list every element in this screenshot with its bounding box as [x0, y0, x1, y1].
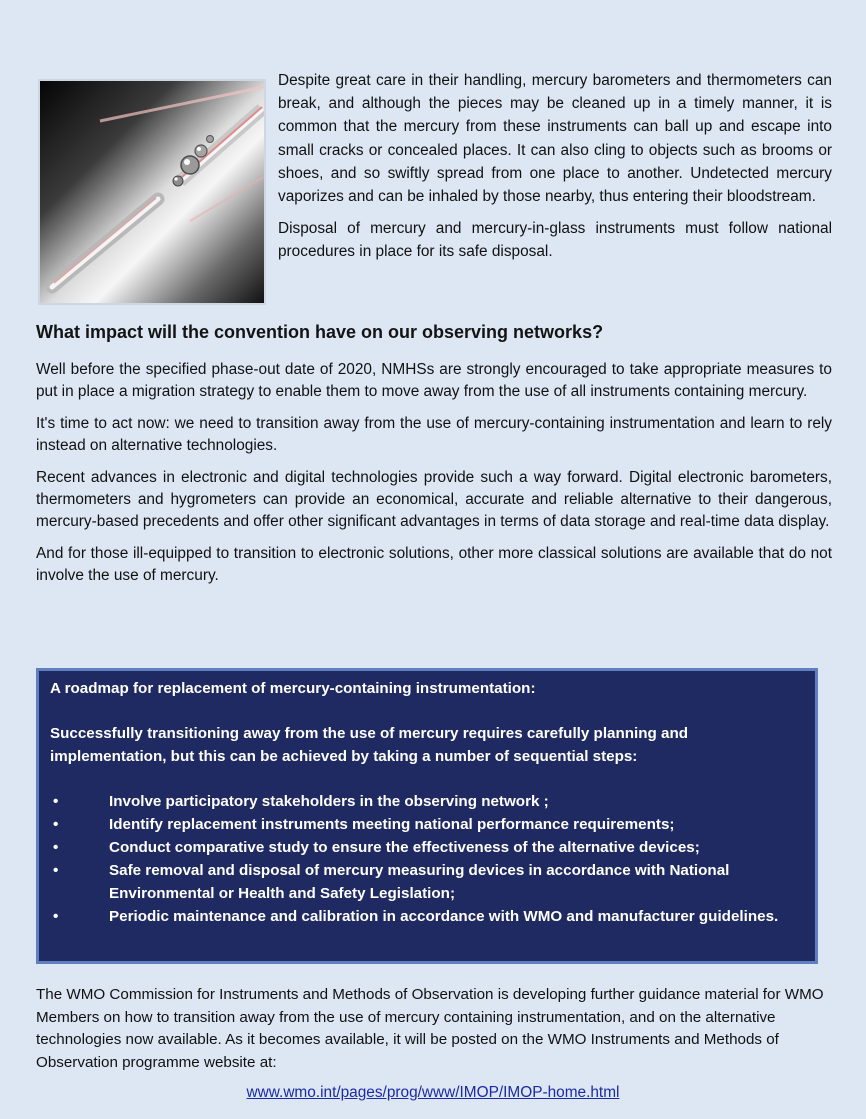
body-paragraph: And for those ill-equipped to transition to electronic solutions, other more classical solutions are available that do not involve the use of mercury. [36, 544, 832, 585]
bullet-icon: • [53, 862, 59, 879]
intro-paragraph: Disposal of mercury and mercury-in-glass instruments must follow national procedures in place for its safe disposal. [278, 220, 832, 261]
thermometer-illustration [40, 81, 264, 303]
roadmap-step [50, 836, 805, 859]
roadmap-step [50, 859, 805, 905]
section-body [36, 359, 832, 597]
mercury-thermometer-photo [38, 79, 266, 305]
roadmap-step-text: Identify replacement instruments meeting national performance requirements; [109, 816, 675, 833]
roadmap-step-text: Periodic maintenance and calibration in accordance with WMO and manufacturer guidelines. [109, 908, 779, 925]
roadmap-intro: Successfully transitioning away from the use of mercury requires carefully planning and implementation, but this can be achieved by taking a number of sequential steps: [50, 725, 689, 765]
body-paragraph: It's time to act now: we need to transition away from the use of mercury-containing instrumentation and learn to rely instead on alternative technologies. [36, 414, 832, 455]
intro-paragraph: Despite great care in their handling, mercury barometers and thermometers can break, and although the pieces may be cleaned up in a timely manner, it is common that the mercury from these instruments can ball up and escape into small cracks or concealed places. It can also cling to objects such as brooms or shoes, and so swiftly spread from one place to another. Undetected mercury vaporizes and can be inhaled by those nearby, thus entering their bloodstream. [278, 72, 832, 206]
roadmap-step-text: Safe removal and disposal of mercury measuring devices in accordance with National Environmental or Health and Safety Legislation; [109, 862, 730, 902]
roadmap-step [50, 813, 805, 836]
roadmap-box [36, 668, 818, 964]
bullet-icon: • [53, 816, 59, 833]
roadmap-step-text: Conduct comparative study to ensure the effectiveness of the alternative devices; [109, 839, 700, 856]
roadmap-step [50, 790, 805, 813]
link-container [0, 1084, 866, 1102]
closing-paragraph: The WMO Commission for Instruments and Methods of Observation is developing further guidance material for WMO Members on how to transition away from the use of mercury containing instrumentation, and on the alternative technologies now available. As it becomes available, it will be posted on the WMO Instruments and Methods of Observation programme website at: [36, 986, 824, 1071]
roadmap-steps [50, 790, 805, 928]
intro-text [278, 69, 832, 273]
section-heading: What impact will the convention have on our observing networks? [36, 322, 604, 342]
imop-website-link[interactable]: www.wmo.int/pages/prog/www/IMOP/IMOP-home.html [246, 1084, 620, 1101]
roadmap-step [50, 905, 805, 928]
bullet-icon: • [53, 793, 59, 810]
body-paragraph: Well before the specified phase-out date of 2020, NMHSs are strongly encouraged to take appropriate measures to put in place a migration strategy to enable them to move away from the use of all instruments containing mercury. [36, 361, 832, 401]
roadmap-step-text: Involve participatory stakeholders in the observing network ; [109, 793, 549, 810]
bullet-icon: • [53, 908, 59, 925]
body-paragraph: Recent advances in electronic and digital technologies provide such a way forward. Digital electronic barometers, thermometers and hygrometers can provide an economical, accurate and reliable alternative to their dangerous, mercury-based precedents and offer other significant advantages in terms of data storage and real-time data display. [36, 468, 832, 531]
roadmap-title: A roadmap for replacement of mercury-containing instrumentation: [50, 680, 536, 697]
bullet-icon: • [53, 839, 59, 856]
